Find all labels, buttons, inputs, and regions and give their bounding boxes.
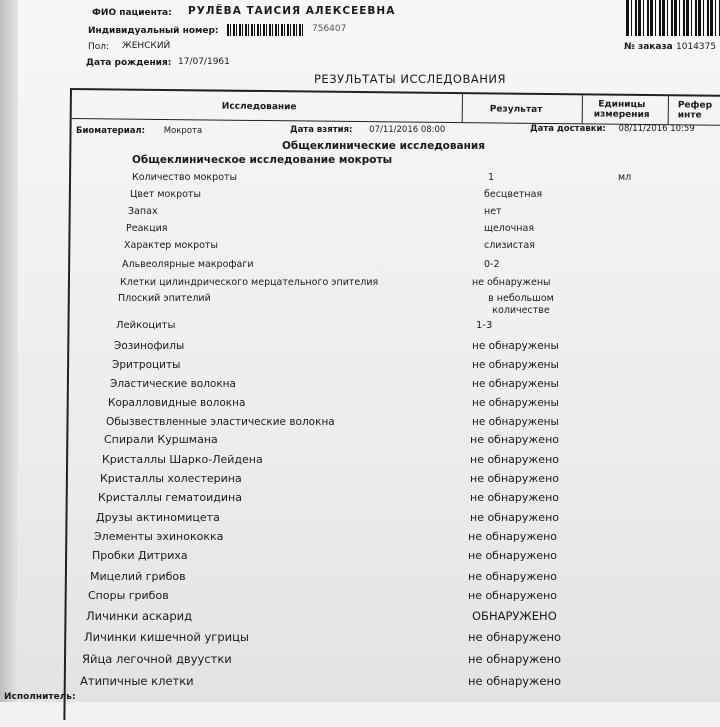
test-result: не обнаружены [472,416,559,428]
test-result: 0-2 [484,259,500,270]
test-name: Цвет мокроты [130,189,201,200]
delivered-value: 08/11/2016 10:59 [618,124,695,134]
taken-date [290,125,445,135]
test-name: Яйца легочной двуустки [82,652,232,666]
test-result: нет [484,206,502,217]
delivered-date [530,124,695,134]
test-name: Клетки цилиндрического мерцательного эпителия [120,277,379,288]
delivered-label: Дата доставки: [530,124,606,134]
col-header-ref-line1: Рефер [677,100,713,111]
col-header-units [594,99,650,120]
col-divider [582,95,583,123]
order-barcode [626,0,720,36]
test-name: Лейкоциты [116,320,176,331]
taken-label: Дата взятия: [290,125,353,135]
test-name: Характер мокроты [124,240,218,251]
test-result: не обнаружено [468,570,557,583]
patient-name: РУЛЁВА ТАИСИЯ АЛЕКСЕЕВНА [188,5,396,17]
col-header-ref-line2: инте [677,110,702,121]
test-result: щелочная [484,223,535,234]
test-name: Друзы актиномицета [96,511,220,524]
col-header-result: Результат [489,104,543,115]
test-name: Личинки кишечной угрицы [84,630,250,644]
test-name: Реакция [126,223,168,234]
test-result: не обнаружено [468,630,562,644]
test-name: Коралловидные волокна [108,397,246,409]
test-result: слизистая [484,240,535,251]
dob-label: Дата рождения: [86,58,172,68]
order-value: 1014375 [676,42,717,52]
patient-barcode [227,24,305,36]
test-result: не обнаружены [472,378,559,390]
test-result: не обнаружено [468,589,557,602]
page-shadow [0,0,18,702]
test-result: 1-3 [476,320,493,331]
test-name: Запах [128,206,158,217]
biomaterial-label: Биоматериал: [76,126,146,136]
section-title: Общеклинические исследования [282,140,485,152]
test-name: Элементы эхинококка [94,530,224,543]
test-result: ОБНАРУЖЕНО [472,609,557,623]
test-result: не обнаружено [468,652,562,666]
test-result: не обнаружено [468,549,557,562]
test-name: Эозинофилы [114,340,185,352]
test-result: не обнаружено [470,433,559,446]
id-label: Индивидуальный номер: [88,26,219,36]
test-result: не обнаружено [470,472,559,485]
test-result: не обнаружено [468,530,557,543]
biomaterial-value: Мокрота [163,126,203,136]
test-result: не обнаружено [470,453,559,466]
test-unit: мл [618,172,632,183]
test-name: Эритроциты [112,359,181,371]
subsection-title: Общеклиническое исследование мокроты [132,154,393,166]
col-header-test: Исследование [221,101,297,113]
test-result: не обнаружены [472,277,551,288]
test-name: Кристаллы Шарко-Лейдена [102,453,263,466]
test-name: Эластические волокна [110,378,236,390]
test-name: Альвеолярные макрофаги [122,259,254,270]
test-name: Кристаллы гематоидина [98,491,242,504]
patient-label: ФИО пациента: [92,8,172,18]
order-label: № заказа [624,42,673,52]
test-result: бесцветная [484,189,543,200]
sex-value: ЖЕНСКИЙ [122,41,171,51]
test-result: не обнаружены [472,397,559,409]
col-header-units-line2: измерения [593,109,650,121]
test-name: Обызвествленные эластические волокна [106,416,335,428]
test-name: Пробки Дитриха [92,549,188,562]
test-name: Споры грибов [88,589,169,602]
col-header-ref [678,100,712,120]
test-name: Атипичные клетки [80,674,194,688]
test-result: не обнаружены [472,340,559,352]
biomaterial-row [76,126,202,136]
test-result: 1 [488,172,495,183]
test-name: Кристаллы холестерина [100,472,242,485]
test-name: Количество мокроты [132,172,238,183]
report-title: РЕЗУЛЬТАТЫ ИССЛЕДОВАНИЯ [314,72,506,86]
test-result: не обнаружены [472,359,559,371]
test-name: Личинки аскарид [86,609,193,623]
test-name: Спирали Куршмана [104,433,218,446]
performer-label: Исполнитель: [4,692,76,702]
test-result: не обнаружено [470,511,559,524]
col-divider [462,94,463,122]
taken-value: 07/11/2016 08:00 [369,125,446,135]
col-divider [668,96,669,124]
test-name: Мицелий грибов [90,570,186,583]
test-result: не обнаружено [468,674,562,688]
test-result: в небольшом количестве [488,293,554,316]
dob-value: 17/07/1961 [178,57,230,67]
col-header-units-line1: Единицы [598,99,646,111]
test-name: Плоский эпителий [118,293,211,304]
sex-label: Пол: [88,42,110,52]
id-value: 756407 [312,24,347,34]
test-result: не обнаружено [470,491,559,504]
